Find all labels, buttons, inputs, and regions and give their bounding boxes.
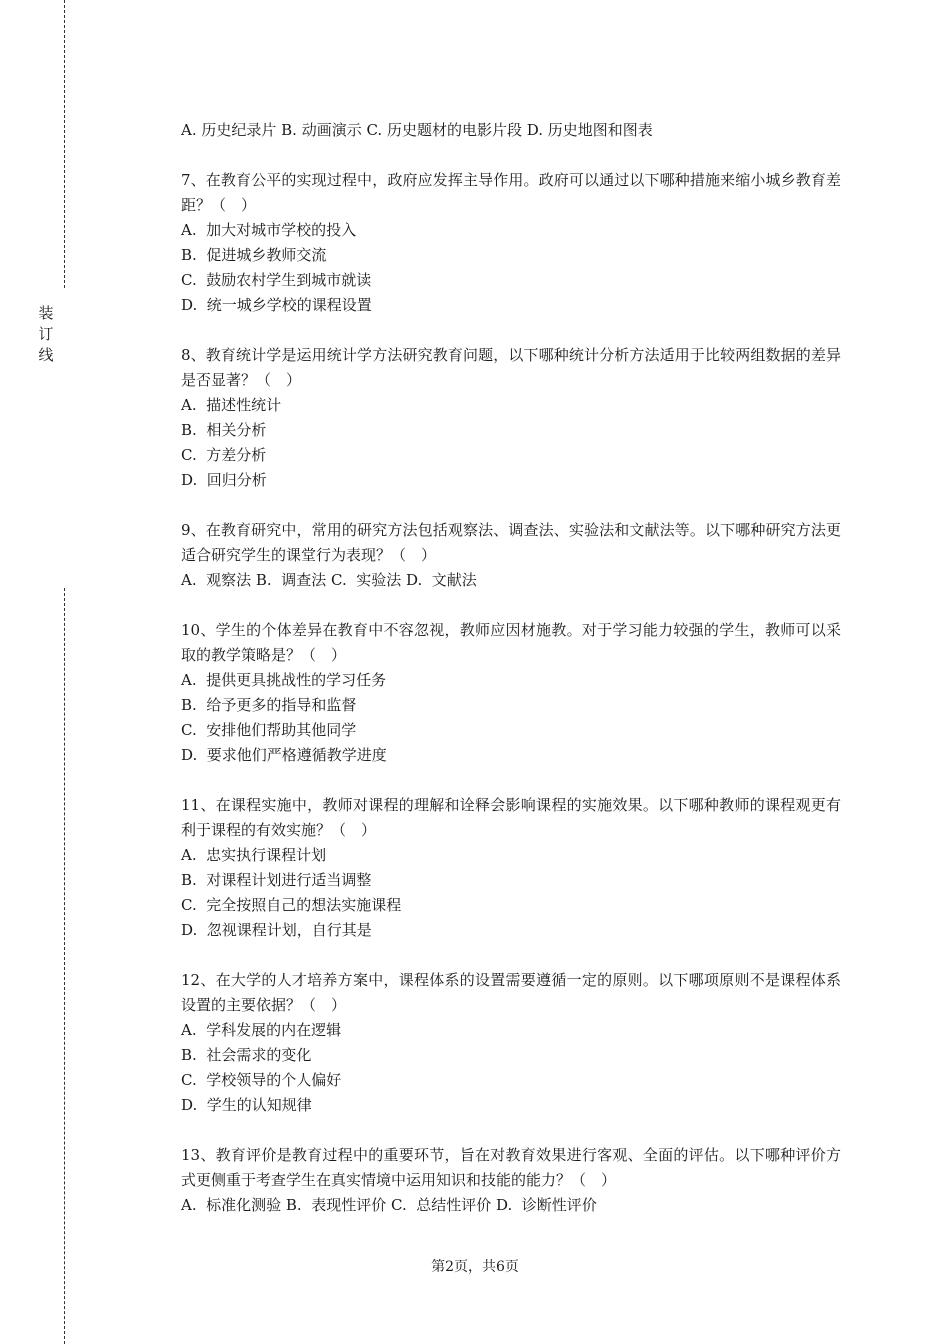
question-inline-options: A. 历史纪录片 B. 动画演示 C. 历史题材的电影片段 D. 历史地图和图表: [181, 121, 653, 139]
question-block: [181, 518, 841, 593]
question-stem: 13、教育评价是教育过程中的重要环节，旨在对教育效果进行客观、全面的评估。以下哪种评价方式更侧重于考查学生在真实情境中运用知识和技能的能力？（ ）: [181, 1146, 841, 1189]
option-a: A. 加大对城市学校的投入: [181, 221, 357, 239]
question-stem: 7、在教育公平的实现过程中，政府应发挥主导作用。政府可以通过以下哪种措施来缩小城乡教育差距？（ ）: [181, 171, 841, 214]
question-stem: 11、在课程实施中，教师对课程的理解和诠释会影响课程的实施效果。以下哪种教师的课程观更有利于课程的有效实施？（ ）: [181, 796, 841, 839]
question-block: [181, 968, 841, 1118]
option-b: B. 促进城乡教师交流: [181, 246, 327, 264]
question-stem: 12、在大学的人才培养方案中，课程体系的设置需要遵循一定的原则。以下哪项原则不是课程体系设置的主要依据？（ ）: [181, 971, 841, 1014]
option-b: B. 社会需求的变化: [181, 1046, 312, 1064]
option-a: A. 提供更具挑战性的学习任务: [181, 671, 387, 689]
option-b: B. 相关分析: [181, 421, 267, 439]
option-c: C. 鼓励农村学生到城市就读: [181, 271, 372, 289]
page-number: 第2页，共6页: [431, 1259, 519, 1275]
option-d: D. 要求他们严格遵循教学进度: [181, 746, 387, 764]
option-c: C. 完全按照自己的想法实施课程: [181, 896, 402, 914]
binding-char: 订: [38, 325, 54, 343]
option-d: D. 统一城乡学校的课程设置: [181, 296, 372, 314]
question-block: [181, 343, 841, 493]
question-inline-options: A. 标准化测验 B. 表现性评价 C. 总结性评价 D. 诊断性评价: [181, 1196, 597, 1214]
option-d: D. 学生的认知规律: [181, 1096, 312, 1114]
question-block: [181, 1143, 841, 1218]
binding-char: 线: [38, 346, 54, 364]
option-b: B. 给予更多的指导和监督: [181, 696, 357, 714]
option-c: C. 方差分析: [181, 446, 267, 464]
option-b: B. 对课程计划进行适当调整: [181, 871, 372, 889]
question-list: [181, 118, 841, 1218]
option-a: A. 忠实执行课程计划: [181, 846, 327, 864]
option-c: C. 安排他们帮助其他同学: [181, 721, 357, 739]
question-block: [181, 618, 841, 768]
option-d: D. 忽视课程计划，自行其是: [181, 921, 372, 939]
question-stem: 9、在教育研究中，常用的研究方法包括观察法、调查法、实验法和文献法等。以下哪种研究方法更适合研究学生的课堂行为表现？（ ）: [181, 521, 841, 564]
question-inline-options: A. 观察法 B. 调查法 C. 实验法 D. 文献法: [181, 571, 477, 589]
binding-line-bottom: [64, 588, 65, 1344]
binding-char: 装: [38, 304, 54, 322]
binding-label: [37, 303, 55, 366]
question-block: [181, 118, 841, 143]
option-d: D. 回归分析: [181, 471, 267, 489]
question-stem: 8、教育统计学是运用统计学方法研究教育问题，以下哪种统计分析方法适用于比较两组数据的差异是否显著？（ ）: [181, 346, 841, 389]
option-a: A. 学科发展的内在逻辑: [181, 1021, 342, 1039]
option-a: A. 描述性统计: [181, 396, 282, 414]
question-block: [181, 793, 841, 943]
binding-line-top: [64, 0, 65, 288]
question-block: [181, 168, 841, 318]
option-c: C. 学校领导的个人偏好: [181, 1071, 342, 1089]
question-stem: 10、学生的个体差异在教育中不容忽视，教师应因材施教。对于学习能力较强的学生，教师可以采取的教学策略是？（ ）: [181, 621, 841, 664]
